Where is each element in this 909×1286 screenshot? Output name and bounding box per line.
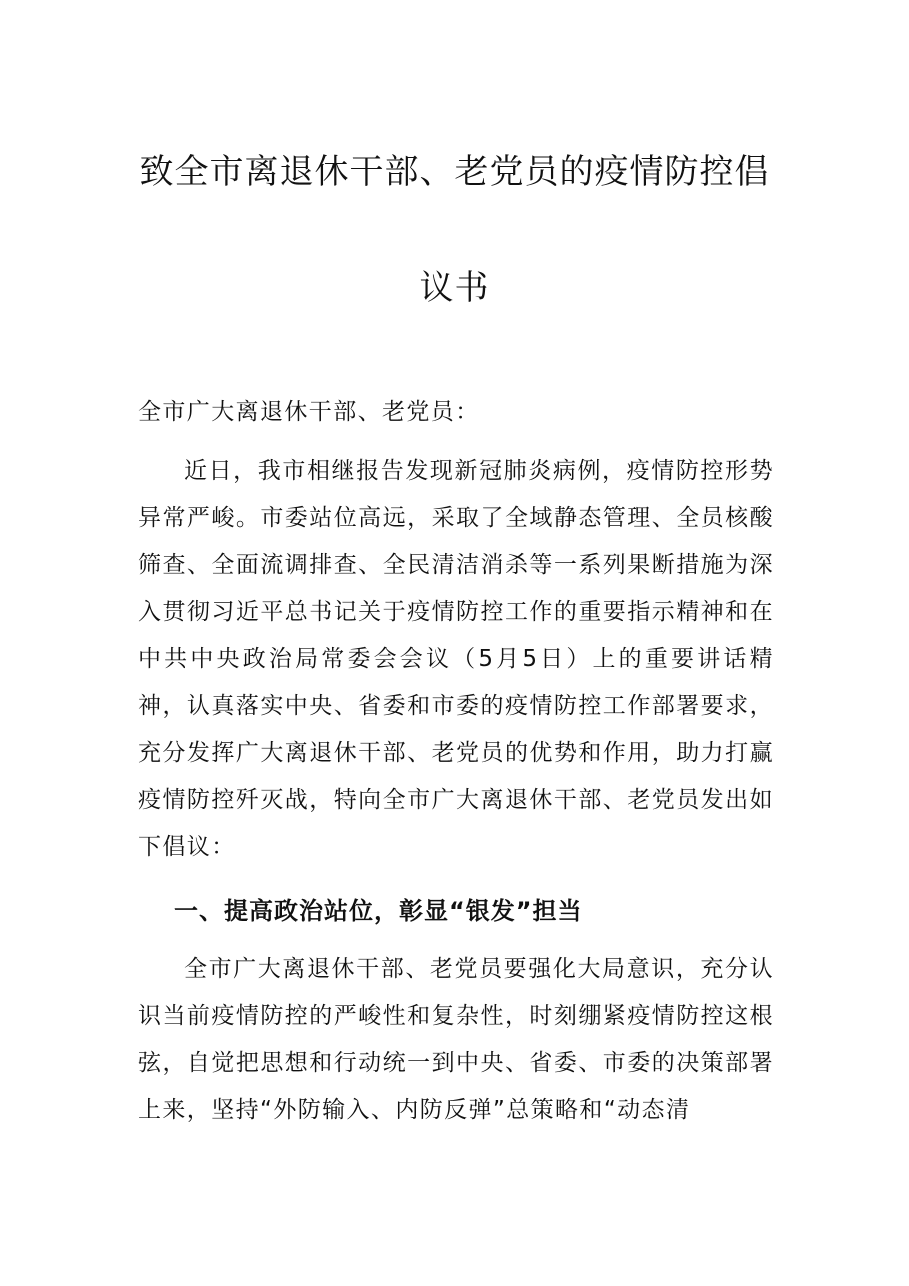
paragraph-intro: 近日，我市相继报告发现新冠肺炎病例，疫情防控形势异常严峻。市委站位高远，采取了全域静态管理、全员核酸筛查、全面流调排查、全民清洁消杀等一系列果断措施为深入贯彻习近平总书记关于疫情防控工作的重要指示精神和在中共中央政治局常委会会议（5月5日）上的重要讲话精神，认真落实中央、省委和市委的疫情防控工作部署要求，充分发挥广大离退休干部、老党员的优势和作用，助力打赢疫情防控歼灭战，特向全市广大离退休干部、老党员发出如下倡议： xyxy=(138,458,774,860)
document-title-line-2: 议书 xyxy=(419,268,490,308)
section-heading-1: 一、提高政治站位，彰显“银发”担当 xyxy=(174,897,583,925)
section-1-paragraph: 全市广大离退休干部、老党员要强化大局意识，充分认识当前疫情防控的严峻性和复杂性，时刻绷紧疫情防控这根弦，自觉把思想和行动统一到中央、省委、市委的决策部署上来，坚持“外防输入、内防反弹”总策略和“动态清 xyxy=(138,956,774,1123)
document-title-line-1: 致全市离退休干部、老党员的疫情防控倡 xyxy=(139,152,770,192)
salutation: 全市广大离退休干部、老党员： xyxy=(138,399,480,425)
